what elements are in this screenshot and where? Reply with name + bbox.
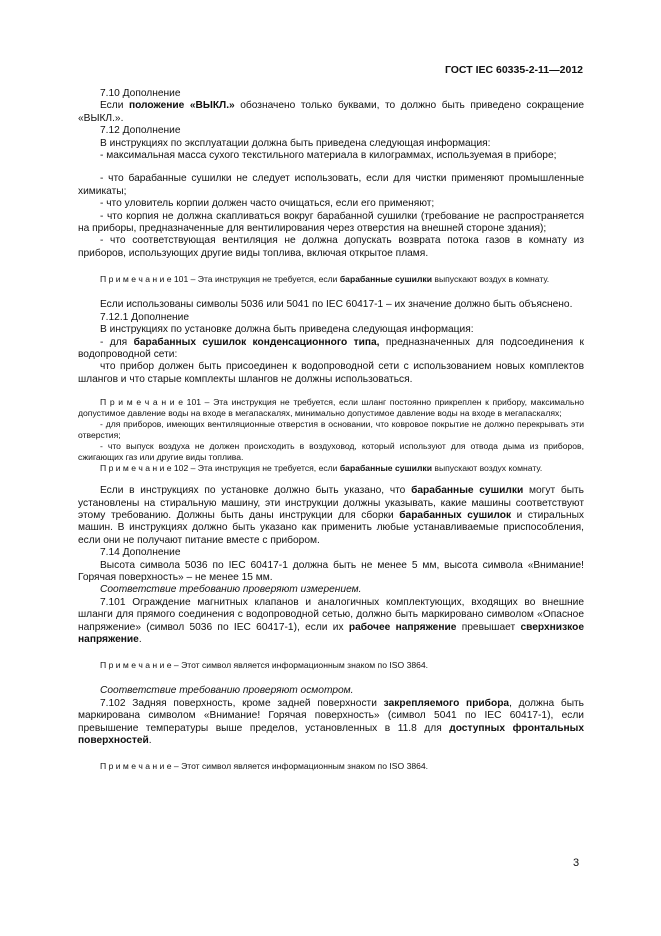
section-7-12-1-heading: 7.12.1 Дополнение (100, 311, 190, 323)
list-item (78, 337, 584, 362)
text: выпускают воздух в комнату. (432, 274, 550, 285)
text: - для (100, 336, 134, 348)
document-body (78, 88, 584, 772)
spacer (78, 646, 584, 660)
paragraph: Если использованы символы 5036 или 5041 по IEC 60417-1 – их значение должно быть объяснено. (100, 299, 573, 311)
list-item: - что соответствующая вентиляция не должна допускать возврата потока газов в комнату из приборов, использующих другие виды топлива, включая открытое пламя. (78, 235, 584, 259)
note (78, 660, 584, 671)
term: барабанных сушилок конденсационного типа, (133, 336, 380, 348)
note-label: П р и м е ч а н и е (100, 397, 184, 408)
text: выпускают воздух комнату. (432, 463, 543, 474)
note-label: П р и м е ч а н и е (100, 274, 172, 285)
note-label: П р и м е ч а н и е (100, 761, 172, 772)
note (78, 463, 584, 474)
term: сверхнизкое напряжение (78, 621, 584, 645)
page-number: 3 (573, 857, 580, 869)
paragraph: что прибор должен быть присоединен к водопроводной сети с использованием новых комплектов шлангов и что старые комплекты шлангов не должны использоваться. (78, 361, 584, 385)
text: , должна быть маркирована символом «Внимание! Горячая поверхность» (символ 5041 по IEC 60417-1), если превышение температуры выше пределов, установленных в 11.8 для (78, 697, 584, 734)
term: доступных фронтальных поверхностей (78, 722, 585, 747)
paragraph (78, 100, 584, 125)
text: – Этот символ является информационным знаком по ISO 3864. (171, 660, 429, 671)
note-label: П р и м е ч а н и е (100, 463, 172, 474)
text: предназначенных для подсоединения к водопроводной сети: (78, 336, 584, 360)
text: . (148, 735, 152, 747)
term: положение «ВЫКЛ.» (128, 100, 235, 112)
term: барабанные сушилки (339, 463, 432, 474)
paragraph (78, 485, 584, 547)
paragraph: В инструкциях по эксплуатации должна быть приведена следующая информация: (100, 137, 491, 149)
term: барабанных сушилок (399, 509, 512, 521)
spacer (78, 260, 584, 274)
spacer (78, 747, 584, 761)
text: превышает (456, 621, 521, 633)
paragraph (78, 698, 584, 748)
term: барабанные сушилки (411, 485, 524, 497)
paragraph (78, 597, 584, 647)
text: 7.101 Ограждение магнитных клапанов и аналогичных комплектующих, входящих во внешние шланги для прямого соединения с водопроводной сетью, должно быть маркировано символом «Опасное напряжение» (символ 5036 по IEC 60417-1), если их (78, 596, 584, 633)
text: 102 – Эта инструкция не требуется, если (171, 463, 340, 474)
term: рабочее напряжение (348, 621, 457, 633)
text: обозначено только буквами, то должно быть приведено сокращение «ВЫКЛ.». (78, 100, 584, 124)
text: Если (100, 100, 129, 112)
text: 101 – Эта инструкция не требуется, если (171, 274, 340, 285)
text: 101 – Эта инструкция не требуется, если шланг постоянно прикреплен к прибору, максимально допустимое давление воды на входе в мегапаскалях, минимально допустимое давление воды на входе в мегапаскалях; (78, 397, 585, 419)
note: - что выпуск воздуха не должен происходить в воздуховод, который используют для отвода дыма из приборов, сжигающих газ или другие виды топлива. (78, 441, 584, 463)
section-7-10-heading (78, 88, 584, 100)
note: - для приборов, имеющих вентиляционные отверстия в основании, что ковровое покрытие не должно перекрывать эти отверстия; (78, 419, 584, 441)
spacer (78, 671, 584, 685)
paragraph: Высота символа 5036 по IEC 60417-1 должна быть не менее 5 мм, высота символа «Внимание! Горячая поверхность» – не менее 15 мм. (78, 559, 584, 583)
list-item: - что корпия не должна скапливаться вокруг барабанной сушилки (требование не распространяется на приборы, предназначенные для вентилирования через отверстия на внешней стороне здания); (78, 210, 584, 235)
document-header: ГОСТ IEC 60335-2-11—2012 (444, 64, 583, 76)
section-7-12-heading: 7.12 Дополнение (100, 125, 181, 137)
paragraph: В инструкциях по установке должна быть приведена следующая информация: (100, 324, 474, 336)
text: и стиральных машин. В инструкциях должно быть указано как применить любые устанавливаемые приспособления, если они не получают питание вместе с прибором. (78, 509, 584, 546)
heading-text: 7.10 Дополнение (100, 88, 181, 99)
list-item: - что уловитель корпии должен часто очищаться, если его применяют; (100, 198, 435, 210)
text: . (138, 634, 142, 645)
list-item: - максимальная масса сухого текстильного материала в килограммах, используемая в приборе; (100, 150, 557, 162)
text: Если в инструкциях по установке должно быть указано, что (100, 485, 412, 497)
list-item: - что барабанные сушилки не следует использовать, если для чистки применяют промышленные химикаты; (78, 173, 584, 197)
note (78, 274, 584, 285)
spacer (78, 162, 584, 173)
compliance-text: Соответствие требованию проверяют измерением. (100, 584, 362, 596)
spacer (78, 285, 584, 299)
text: 7.102 Задняя поверхность, кроме задней поверхности (100, 697, 384, 709)
text: могут быть установлены на стиральную машину, эти инструкции должны указывать, какие машины соответствуют этому требованию. Должны быть даны инструкции для сборки (78, 485, 584, 521)
note (78, 397, 584, 419)
spacer (78, 474, 584, 485)
spacer (78, 386, 584, 397)
note (78, 761, 584, 772)
compliance-text: Соответствие требованию проверяют осмотром. (100, 685, 354, 697)
term: закрепляемого прибора (383, 697, 510, 709)
section-7-14-heading: 7.14 Дополнение (100, 547, 181, 559)
note-label: П р и м е ч а н и е (100, 660, 172, 671)
text: – Этот символ является информационным знаком по ISO 3864. (171, 761, 429, 772)
term: барабанные сушилки (339, 274, 432, 285)
